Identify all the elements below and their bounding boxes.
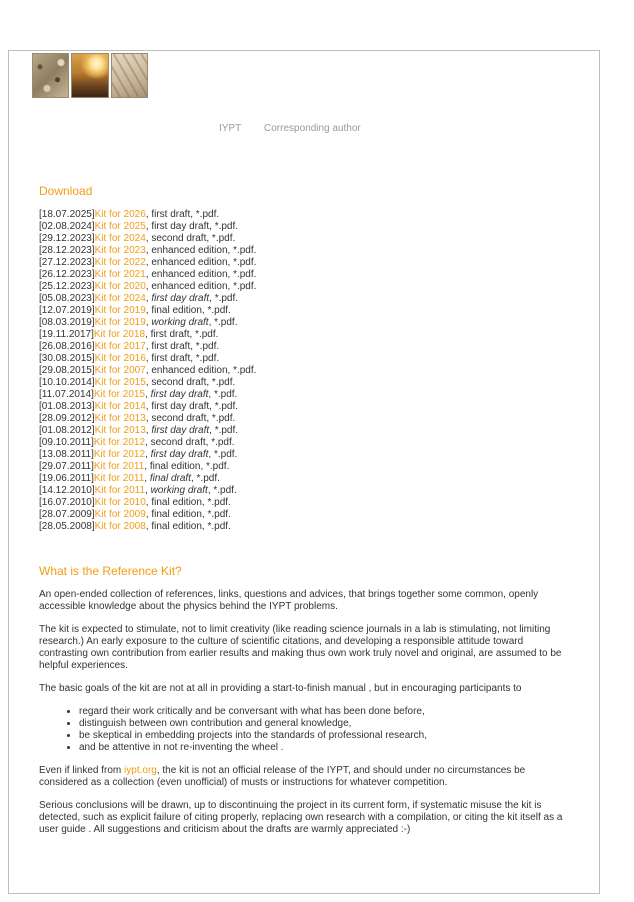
download-entry [39,245,256,257]
entry-file-type: , *.pdf. [190,341,220,352]
entry-separator: , [145,521,152,532]
entry-file-type: , *.pdf. [209,293,239,304]
download-entry [39,389,256,401]
entry-file-type: , *.pdf. [200,461,230,472]
download-entry [39,341,256,353]
entry-file-type: , *.pdf. [227,281,257,292]
stimulate-paragraph: The kit is expected to stimulate, not to limit creativity (like reading science journals in a lab is stimulating, not limiting research.) An early exposure to the culture of scientific citations, and developing a responsible attitude toward contrasting own contribution from earlier results and making thus own work truly novel and original, are assumed to be helpful experiences. [39,624,562,671]
kit-download-link[interactable]: Kit for 2008 [94,521,146,532]
download-entry [39,509,256,521]
disclaimer-text-end: , the kit is not an official release of the IYPT, and should under no circumstances be considered as a collection (even unofficial) of musts or instructions for whatever competition. [39,765,526,788]
nav-link-iypt[interactable]: IYPT [219,123,242,134]
entry-date: [30.08.2015] [39,353,95,364]
entry-edition: enhanced edition [151,281,228,292]
entry-separator: , [145,317,152,328]
entry-date: [12.07.2019] [39,305,95,316]
entry-file-type: , *.pdf. [227,257,257,268]
entry-date: [28.07.2009] [39,509,95,520]
kit-download-link[interactable]: Kit for 2011 [94,485,146,496]
kit-download-link[interactable]: Kit for 2017 [94,341,146,352]
download-entry [39,497,256,509]
kit-download-link[interactable]: Kit for 2012 [93,437,146,448]
entry-date: [01.08.2013] [39,401,95,412]
nav-link-corresponding-author[interactable]: Corresponding author [264,123,361,134]
reference-kit-heading: What is the Reference Kit? [39,564,182,578]
entry-edition: first draft [151,341,191,352]
entry-separator: , [144,461,150,472]
kit-download-link[interactable]: Kit for 2007 [94,365,146,376]
disclaimer-paragraph [39,765,569,789]
entry-separator: , [144,473,150,484]
kit-download-link[interactable]: Kit for 2018 [93,329,146,340]
goal-item: • distinguish between own contribution and general knowledge, [79,718,569,730]
entry-edition: second draft [151,233,207,244]
entry-file-type: , *.pdf. [209,221,239,232]
entry-date: [26.12.2023] [39,269,95,280]
download-entry [39,353,256,365]
entry-edition: working draft [151,317,209,328]
entry-separator: , [145,389,151,400]
entry-edition: first draft [150,329,190,340]
entry-file-type: , *.pdf. [206,413,236,424]
entry-date: [26.08.2016] [39,341,95,352]
download-entry [39,365,256,377]
entry-file-type: , *.pdf. [209,401,239,412]
entry-separator: , [145,341,152,352]
entry-date: [10.10.2014] [39,377,95,388]
kit-download-link[interactable]: Kit for 2009 [94,509,146,520]
entry-edition: first day draft [150,389,209,400]
entry-edition: final edition [151,305,202,316]
kit-download-link[interactable]: Kit for 2013 [94,413,146,424]
entry-edition: first day draft [151,293,210,304]
kit-download-link[interactable]: Kit for 2024 [94,293,146,304]
entry-separator: , [145,233,152,244]
download-entry [39,425,256,437]
entry-separator: , [145,281,152,292]
kit-download-link[interactable]: Kit for 2019 [94,305,146,316]
entry-separator: , [145,449,151,460]
download-entry [39,209,256,221]
entry-edition: second draft [151,413,207,424]
iypt-org-link[interactable]: iypt.org [124,765,157,776]
download-entry [39,473,256,485]
entry-date: [01.08.2012] [39,425,95,436]
kit-download-link[interactable]: Kit for 2010 [94,497,146,508]
kit-download-link[interactable]: Kit for 2013 [94,425,146,436]
entry-edition: first day draft [150,449,209,460]
entry-separator: , [145,485,151,496]
entry-file-type: , *.pdf. [205,437,235,448]
download-entry [39,269,256,281]
sunset-photo [71,53,109,98]
download-entry [39,257,256,269]
entry-file-type: , *.pdf. [190,209,220,220]
entry-date: [14.12.2010] [39,485,95,496]
intro-paragraph: An open-ended collection of references, links, questions and advices, that brings together some common, openly accessible knowledge about the physics behind the IYPT problems. [39,589,539,612]
entry-file-type: , *.pdf. [190,353,220,364]
entry-edition: final edition [151,497,202,508]
entry-separator: , [145,353,152,364]
entry-date: [29.08.2015] [39,365,95,376]
download-entry [39,317,256,329]
download-entry [39,293,256,305]
entry-separator: , [145,245,152,256]
entry-file-type: , *.pdf. [189,329,219,340]
entry-edition: enhanced edition [151,365,228,376]
entry-date: [19.06.2011] [39,473,94,484]
entry-date: [11.07.2014] [39,389,94,400]
kit-download-link[interactable]: Kit for 2020 [94,281,146,292]
entry-separator: , [145,365,152,376]
entry-separator: , [145,269,152,280]
download-entry [39,485,256,497]
entry-edition: second draft [150,437,206,448]
entry-separator: , [145,509,152,520]
entry-date: [28.09.2012] [39,413,95,424]
entry-file-type: , *.pdf. [190,473,220,484]
entry-separator: , [145,425,152,436]
entry-edition: final edition [151,509,202,520]
entry-edition: first day draft [151,221,210,232]
entry-separator: , [145,497,152,508]
entry-edition: enhanced edition [151,269,228,280]
entry-separator: , [145,305,152,316]
entry-date: [13.08.2011] [39,449,94,460]
download-entry [39,329,256,341]
download-entry [39,437,256,449]
download-entry [39,461,256,473]
entry-separator: , [145,401,152,412]
pebbles-photo [32,53,69,98]
kit-download-link[interactable]: Kit for 2014 [94,401,146,412]
download-entry [39,377,256,389]
entry-edition: working draft [150,485,208,496]
entry-edition: enhanced edition [151,245,228,256]
entry-date: [09.10.2011] [39,437,94,448]
entry-date: [16.07.2010] [39,497,95,508]
entry-edition: first day draft [151,401,210,412]
entry-file-type: , *.pdf. [201,521,231,532]
goal-item: • be skeptical in embedding projects into the standards of professional research, [79,730,569,742]
entry-edition: second draft [151,377,207,388]
download-entry [39,521,256,533]
entry-date: [28.05.2008] [39,521,95,532]
entry-separator: , [145,413,152,424]
download-entry [39,281,256,293]
kit-download-link[interactable]: Kit for 2025 [94,221,146,232]
entry-date: [28.12.2023] [39,245,95,256]
entry-separator: , [145,221,152,232]
entry-separator: , [145,293,152,304]
entry-date: [25.12.2023] [39,281,95,292]
goal-item: • and be attentive in not re-inventing the wheel . [79,742,569,754]
entry-date: [18.07.2025] [39,209,95,220]
entry-edition: enhanced edition [151,257,228,268]
download-list [39,209,256,533]
entry-file-type: , *.pdf. [227,245,257,256]
entry-edition: first draft [151,209,191,220]
goals-paragraph: The basic goals of the kit are not at all in providing a start-to-finish manual , but in encouraging participants to [39,683,522,694]
download-entry [39,413,256,425]
entry-file-type: , *.pdf. [201,509,231,520]
entry-date: [27.12.2023] [39,257,95,268]
entry-date: [02.08.2024] [39,221,95,232]
entry-separator: , [145,329,151,340]
entry-edition: final draft [149,473,191,484]
entry-file-type: , *.pdf. [208,389,238,400]
entry-file-type: , *.pdf. [206,233,236,244]
entry-date: [29.12.2023] [39,233,95,244]
entry-edition: final edition [151,521,202,532]
sand-ripples-photo [111,53,148,98]
download-entry [39,305,256,317]
download-entry [39,221,256,233]
entry-date: [05.08.2023] [39,293,95,304]
kit-download-link[interactable]: Kit for 2026 [94,209,146,220]
entry-separator: , [145,377,152,388]
entry-file-type: , *.pdf. [208,449,238,460]
entry-edition: final edition [149,461,201,472]
download-entry [39,401,256,413]
entry-date: [19.11.2017] [39,329,94,340]
reference-kit-description [39,589,569,847]
entry-file-type: , *.pdf. [227,269,257,280]
goal-item: • regard their work critically and be conversant with what has been done before, [79,706,569,718]
entry-file-type: , *.pdf. [201,305,231,316]
kit-download-link[interactable]: Kit for 2012 [93,449,146,460]
kit-download-link[interactable]: Kit for 2022 [94,257,146,268]
entry-file-type: , *.pdf. [206,377,236,388]
entry-file-type: , *.pdf. [209,425,239,436]
entry-edition: first draft [151,353,191,364]
entry-file-type: , *.pdf. [207,485,237,496]
download-heading: Download [39,184,93,198]
entry-date: [29.07.2011] [39,461,94,472]
download-entry [39,449,256,461]
entry-file-type: , *.pdf. [227,365,257,376]
kit-download-link[interactable]: Kit for 2016 [94,353,146,364]
kit-download-link[interactable]: Kit for 2024 [94,233,146,244]
entry-separator: , [145,209,152,220]
kit-download-link[interactable]: Kit for 2011 [93,461,145,472]
kit-download-link[interactable]: Kit for 2021 [94,269,146,280]
entry-edition: first day draft [151,425,210,436]
entry-date: [08.03.2019] [39,317,95,328]
kit-download-link[interactable]: Kit for 2015 [94,377,146,388]
entry-file-type: , *.pdf. [208,317,238,328]
entry-file-type: , *.pdf. [201,497,231,508]
entry-separator: , [145,437,151,448]
disclaimer-text-start: Even if linked from [39,765,125,776]
kit-download-link[interactable]: Kit for 2011 [93,473,145,484]
kit-download-link[interactable]: Kit for 2023 [94,245,146,256]
download-entry [39,233,256,245]
kit-download-link[interactable]: Kit for 2015 [93,389,146,400]
misuse-warning-paragraph: Serious conclusions will be drawn, up to discontinuing the project in its current form, if systematic misuse the kit is detected, such as explicit failure of citing properly, replacing own research with a compilation, or citing the kit itself as a user guide . All suggestions and criticism about the drafts are warmly appreciated :-) [39,800,563,835]
goals-list [39,706,569,754]
entry-separator: , [145,257,152,268]
kit-download-link[interactable]: Kit for 2019 [94,317,146,328]
